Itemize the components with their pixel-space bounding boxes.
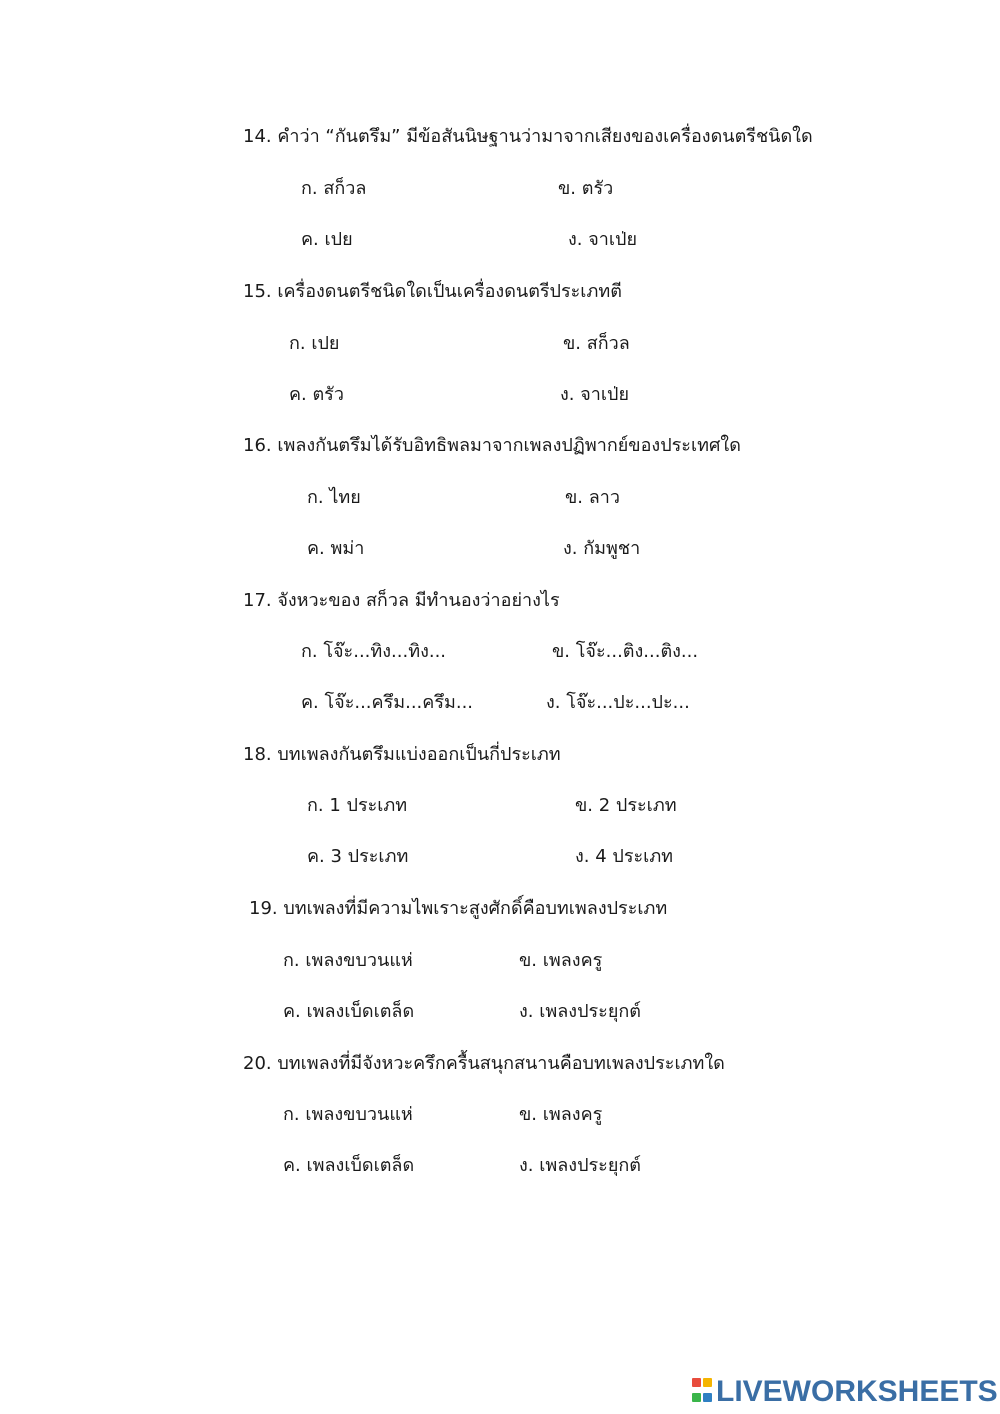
option-16-c[interactable]: ค. พม่า [307,538,365,559]
option-20-b[interactable]: ข. เพลงครู [519,1104,603,1125]
question-17: 17. จังหวะของ สก็วล มีทำนองว่าอย่างไร [243,590,560,611]
option-16-d[interactable]: ง. กัมพูชา [563,538,641,559]
option-15-c[interactable]: ค. ตรัว [289,384,344,405]
option-19-c[interactable]: ค. เพลงเบ็ดเตล็ด [283,1001,415,1022]
option-18-c[interactable]: ค. 3 ประเภท [307,846,409,867]
option-17-c[interactable]: ค. โจ๊ะ...ครึม...ครึม... [301,692,474,713]
option-20-c[interactable]: ค. เพลงเบ็ดเตล็ด [283,1155,415,1176]
question-15: 15. เครื่องดนตรีชนิดใดเป็นเครื่องดนตรีประเภทตี [243,281,622,302]
question-20: 20. บทเพลงที่มีจังหวะครึกครื้นสนุกสนานคือบทเพลงประเภทใด [243,1053,725,1074]
option-19-b[interactable]: ข. เพลงครู [519,950,603,971]
option-17-d[interactable]: ง. โจ๊ะ...ปะ...ปะ... [546,692,690,713]
option-17-a[interactable]: ก. โจ๊ะ...ทิง...ทิง... [301,641,447,662]
option-14-c[interactable]: ค. เปย [301,229,353,250]
option-15-a[interactable]: ก. เปย [289,333,340,354]
option-16-b[interactable]: ข. ลาว [565,487,620,508]
liveworksheets-logo [692,1374,998,1410]
question-18: 18. บทเพลงกันตรึมแบ่งออกเป็นกี่ประเภท [243,744,561,765]
option-14-a[interactable]: ก. สก็วล [301,178,367,199]
option-20-a[interactable]: ก. เพลงขบวนแห่ [283,1104,413,1125]
option-15-b[interactable]: ข. สก็วล [563,333,630,354]
option-18-a[interactable]: ก. 1 ประเภท [307,795,408,816]
option-19-d[interactable]: ง. เพลงประยุกต์ [519,1001,641,1022]
question-16: 16. เพลงกันตรึมได้รับอิทธิพลมาจากเพลงปฏิพากย์ของประเทศใด [243,435,741,456]
option-20-d[interactable]: ง. เพลงประยุกต์ [519,1155,641,1176]
option-14-b[interactable]: ข. ตรัว [558,178,614,199]
option-18-d[interactable]: ง. 4 ประเภท [575,846,674,867]
liveworksheets-logo-text: LIVEWORKSHEETS [716,1375,998,1408]
question-14: 14. คำว่า “กันตรึม” มีข้อสันนิษฐานว่ามาจากเสียงของเครื่องดนตรีชนิดใด [243,126,813,147]
option-16-a[interactable]: ก. ไทย [307,487,361,508]
option-17-b[interactable]: ข. โจ๊ะ...ติง...ติง... [552,641,699,662]
option-18-b[interactable]: ข. 2 ประเภท [575,795,677,816]
option-15-d[interactable]: ง. จาเป่ย [560,384,630,405]
option-19-a[interactable]: ก. เพลงขบวนแห่ [283,950,413,971]
option-14-d[interactable]: ง. จาเป่ย [568,229,638,250]
liveworksheets-logo-icon [692,1378,712,1406]
question-19: 19. บทเพลงที่มีความไพเราะสูงศักดิ์คือบทเพลงประเภท [249,898,668,919]
